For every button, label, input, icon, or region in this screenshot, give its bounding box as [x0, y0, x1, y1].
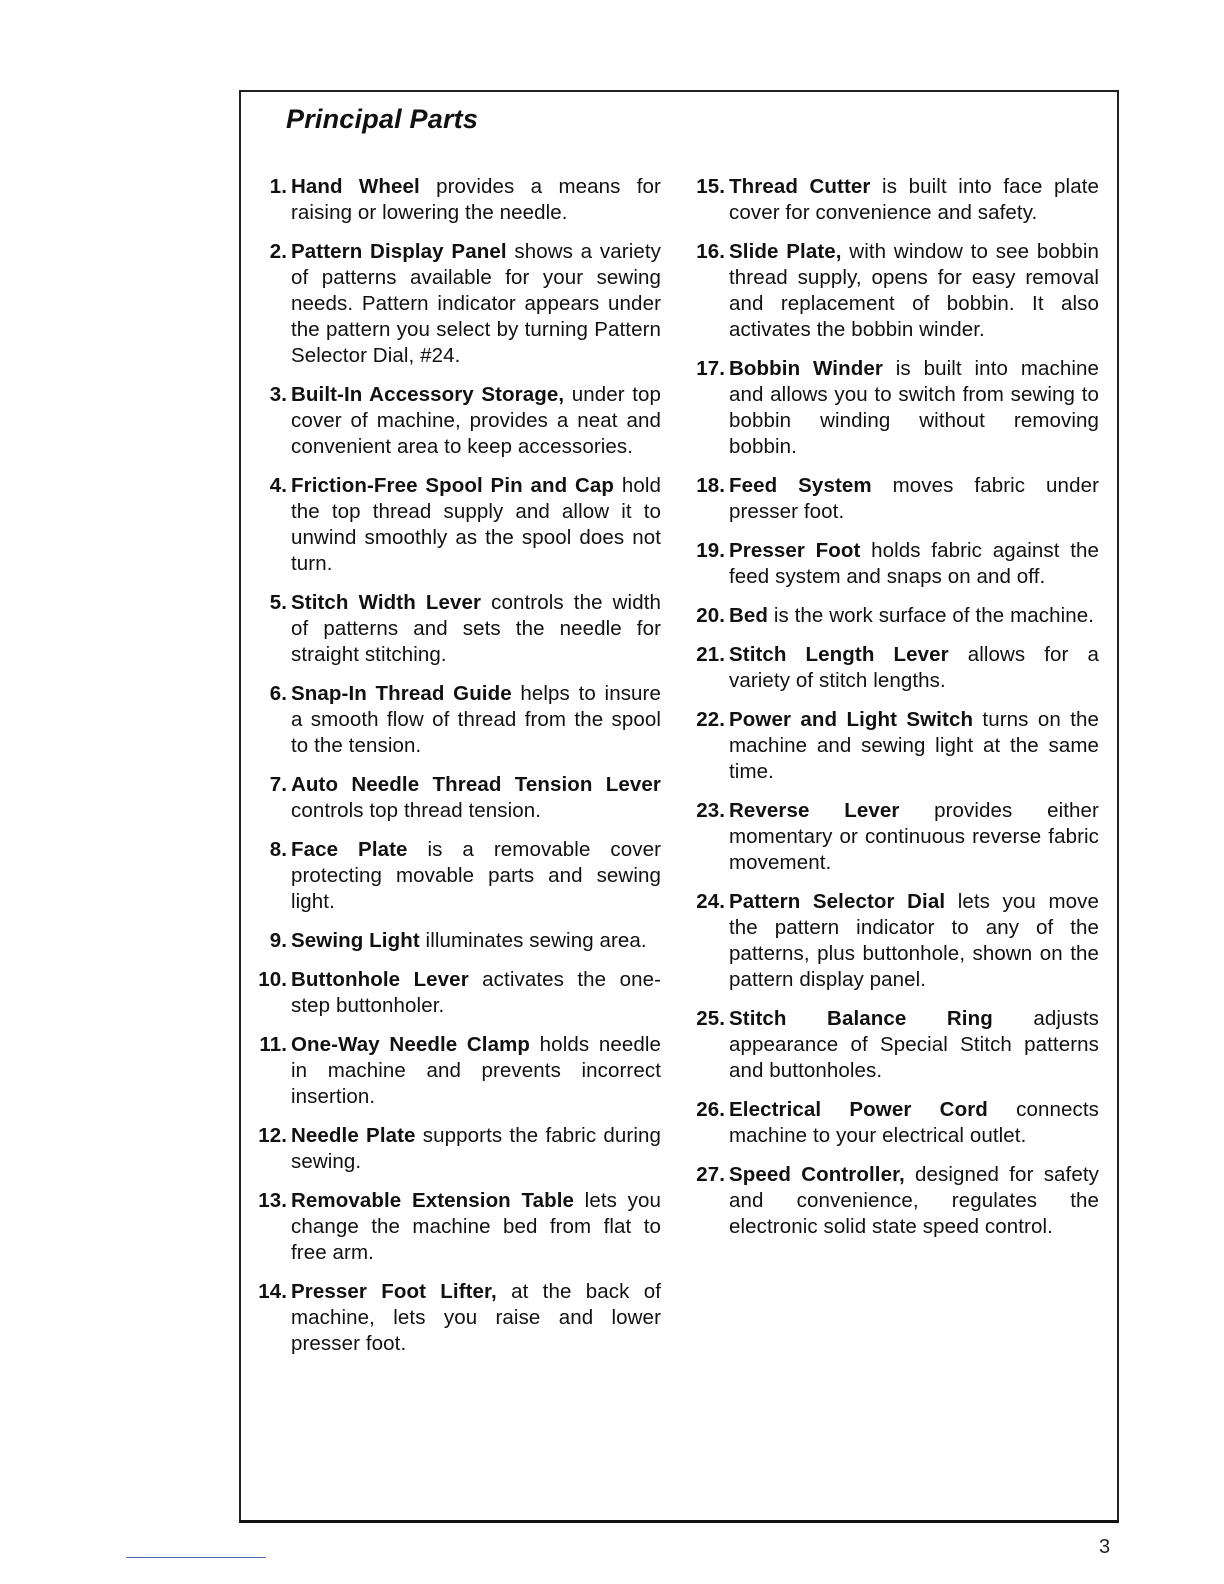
part-term: Pattern Display Panel [291, 240, 507, 263]
part-item [249, 1032, 661, 1110]
part-number: 20. [696, 604, 725, 627]
part-number: 8. [269, 838, 287, 861]
part-item [249, 382, 661, 460]
part-item [687, 538, 1099, 590]
part-number: 24. [696, 890, 725, 913]
parts-list-left [249, 174, 661, 1370]
part-term: Thread Cutter [729, 175, 871, 198]
part-term: Removable Extension Table [291, 1189, 574, 1212]
part-description: activates the one-step buttonholer. [291, 968, 661, 1017]
part-term: Presser Foot [729, 539, 861, 562]
part-item [249, 967, 661, 1019]
part-description: adjusts appearance of Special Stitch patterns and buttonholes. [729, 1007, 1099, 1082]
part-item [249, 772, 661, 824]
part-term: Bobbin Winder [729, 357, 883, 380]
part-item [249, 1188, 661, 1266]
part-item [687, 642, 1099, 694]
part-description: allows for a variety of stitch lengths. [729, 643, 1099, 692]
part-term: Bed [729, 604, 769, 627]
page-number: 3 [1099, 1536, 1111, 1558]
part-term: Sewing Light [291, 929, 420, 952]
part-description: holds fabric against the feed system and snaps on and off. [729, 539, 1099, 588]
part-item [687, 239, 1099, 343]
part-number: 11. [259, 1033, 287, 1056]
part-number: 12. [258, 1124, 287, 1147]
part-number: 5. [269, 591, 287, 614]
part-number: 9. [269, 929, 287, 952]
part-description: shows a variety of patterns available for your sewing needs. Pattern indicator appears under the pattern you select by turning Pattern Selector Dial, #24. [291, 240, 661, 367]
part-number: 13. [258, 1189, 287, 1212]
part-description: turns on the machine and sewing light at the same time. [729, 708, 1100, 783]
part-number: 6. [269, 682, 287, 705]
part-number: 22. [696, 708, 725, 731]
part-number: 15. [696, 175, 725, 198]
part-item [687, 473, 1099, 525]
part-number: 18. [696, 474, 725, 497]
part-item [249, 928, 661, 954]
part-item [687, 174, 1099, 226]
part-description: lets you change the machine bed from flat to free arm. [291, 1189, 661, 1264]
part-term: Pattern Selector Dial [729, 890, 946, 913]
part-description: provides either momentary or continuous reverse fabric movement. [729, 799, 1099, 874]
page-title: Principal Parts [286, 104, 479, 134]
part-item [249, 239, 661, 369]
part-term: One-Way Needle Clamp [291, 1033, 531, 1056]
part-description: controls the width of patterns and sets the needle for straight stitching. [291, 591, 662, 666]
part-item [249, 473, 661, 577]
part-item [687, 1097, 1099, 1149]
part-item [687, 707, 1099, 785]
parts-list-right [687, 174, 1099, 1253]
part-description: controls top thread tension. [291, 799, 542, 822]
part-number: 7. [269, 773, 287, 796]
part-description: moves fabric under presser foot. [729, 474, 1099, 523]
part-term: Speed Controller, [729, 1163, 905, 1186]
part-item [687, 798, 1099, 876]
part-item [249, 1123, 661, 1175]
part-description: is built into machine and allows you to switch from sewing to bobbin winding without removing bobbin. [729, 357, 1100, 458]
part-description: is a removable cover protecting movable parts and sewing light. [291, 838, 662, 913]
part-term: Stitch Width Lever [291, 591, 482, 614]
part-description: connects machine to your electrical outlet. [729, 1098, 1099, 1147]
part-description: is built into face plate cover for convenience and safety. [729, 175, 1099, 224]
part-description: at the back of machine, lets you raise and lower presser foot. [291, 1280, 661, 1355]
part-item [249, 590, 661, 668]
part-term: Buttonhole Lever [291, 968, 469, 991]
part-description: with window to see bobbin thread supply, opens for easy removal and replacement of bobbin. It also activates the bobbin winder. [729, 240, 1099, 341]
part-item [687, 1006, 1099, 1084]
part-description: illuminates sewing area. [419, 929, 647, 952]
part-number: 19. [696, 539, 725, 562]
part-term: Built-In Accessory Storage, [291, 383, 565, 406]
part-term: Snap-In Thread Guide [291, 682, 512, 705]
principal-parts-box [239, 90, 1119, 1523]
part-item [687, 1162, 1099, 1240]
part-item [249, 837, 661, 915]
part-item [687, 603, 1099, 629]
part-number: 25. [696, 1007, 725, 1030]
part-number: 10. [258, 968, 287, 991]
part-number: 14. [258, 1280, 287, 1303]
part-description: helps to insure a smooth flow of thread from the spool to the tension. [291, 682, 661, 757]
part-item [249, 174, 661, 226]
part-description: holds needle in machine and prevents incorrect insertion. [291, 1033, 661, 1108]
part-term: Slide Plate, [729, 240, 842, 263]
part-number: 27. [696, 1163, 725, 1186]
part-term: Hand Wheel [291, 175, 420, 198]
part-term: Electrical Power Cord [729, 1098, 988, 1121]
part-item [249, 681, 661, 759]
part-term: Power and Light Switch [729, 708, 974, 731]
part-item [687, 356, 1099, 460]
part-term: Stitch Length Lever [729, 643, 949, 666]
part-term: Presser Foot Lifter, [291, 1280, 497, 1303]
part-number: 21. [696, 643, 725, 666]
part-description: hold the top thread supply and allow it to unwind smoothly as the spool does not turn. [291, 474, 661, 575]
part-number: 4. [269, 474, 287, 497]
part-item [249, 1279, 661, 1357]
part-number: 2. [269, 240, 287, 263]
part-term: Feed System [729, 474, 872, 497]
part-description: is the work surface of the machine. [768, 604, 1095, 627]
part-number: 26. [696, 1098, 725, 1121]
part-description: under top cover of machine, provides a neat and convenient area to keep accessories. [291, 383, 661, 458]
part-description: provides a means for raising or lowering the needle. [291, 175, 661, 224]
part-term: Auto Needle Thread Tension Lever [291, 773, 661, 796]
part-number: 17. [696, 357, 725, 380]
part-term: Friction-Free Spool Pin and Cap [291, 474, 615, 497]
part-number: 16. [696, 240, 725, 263]
part-term: Reverse Lever [729, 799, 900, 822]
part-description: supports the fabric during sewing. [291, 1124, 661, 1173]
part-term: Face Plate [291, 838, 408, 861]
decorative-rule [126, 1557, 266, 1558]
part-item [687, 889, 1099, 993]
part-number: 3. [269, 383, 287, 406]
part-number: 23. [696, 799, 725, 822]
part-term: Stitch Balance Ring [729, 1007, 993, 1030]
part-description: lets you move the pattern indicator to any of the patterns, plus buttonhole, shown on the pattern display panel. [729, 890, 1099, 991]
part-number: 1. [269, 175, 287, 198]
part-term: Needle Plate [291, 1124, 416, 1147]
part-description: designed for safety and convenience, regulates the electronic solid state speed control. [729, 1163, 1099, 1238]
